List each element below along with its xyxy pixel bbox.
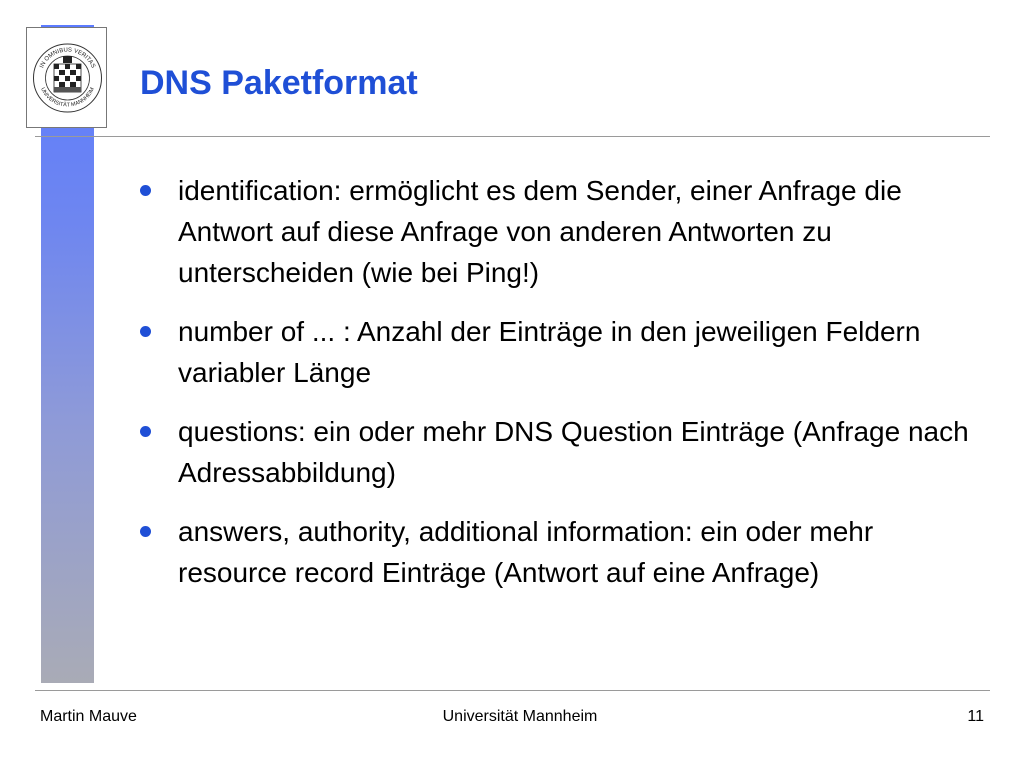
bullet-dot-icon <box>140 326 151 337</box>
footer-institution: Universität Mannheim <box>442 708 598 725</box>
seal-bottom-text: UNIVERSITÄT MANNHEIM <box>39 86 96 109</box>
bullet-text: identification: ermöglicht es dem Sender, einer Anfrage die Antwort auf diese Anfrage von anderen Antworten zu unterscheiden (wie bei Ping!) <box>178 175 902 288</box>
footer-page-number: 11 <box>967 708 984 725</box>
bullet-dot-icon <box>140 526 151 537</box>
bullet-item <box>140 411 970 493</box>
bullet-text: answers, authority, additional information: ein oder mehr resource record Einträge (Antwort auf eine Anfrage) <box>178 516 874 588</box>
bullet-item <box>140 170 970 293</box>
title-divider <box>35 136 990 137</box>
bullet-item <box>140 511 970 593</box>
seal-top-text: IN OMNIBUS VERITAS <box>39 47 96 70</box>
university-seal-logo <box>26 27 107 128</box>
slide-title: DNS Paketformat <box>140 64 418 102</box>
footer-author: Martin Mauve <box>40 708 137 725</box>
bullet-text: number of ... : Anzahl der Einträge in den jeweiligen Feldern variabler Länge <box>178 316 921 388</box>
bullet-text: questions: ein oder mehr DNS Question Einträge (Anfrage nach Adressabbildung) <box>178 416 969 488</box>
bullet-item <box>140 311 970 393</box>
bullet-list <box>140 170 970 611</box>
footer-divider <box>35 690 990 691</box>
bullet-dot-icon <box>140 426 151 437</box>
bullet-dot-icon <box>140 185 151 196</box>
